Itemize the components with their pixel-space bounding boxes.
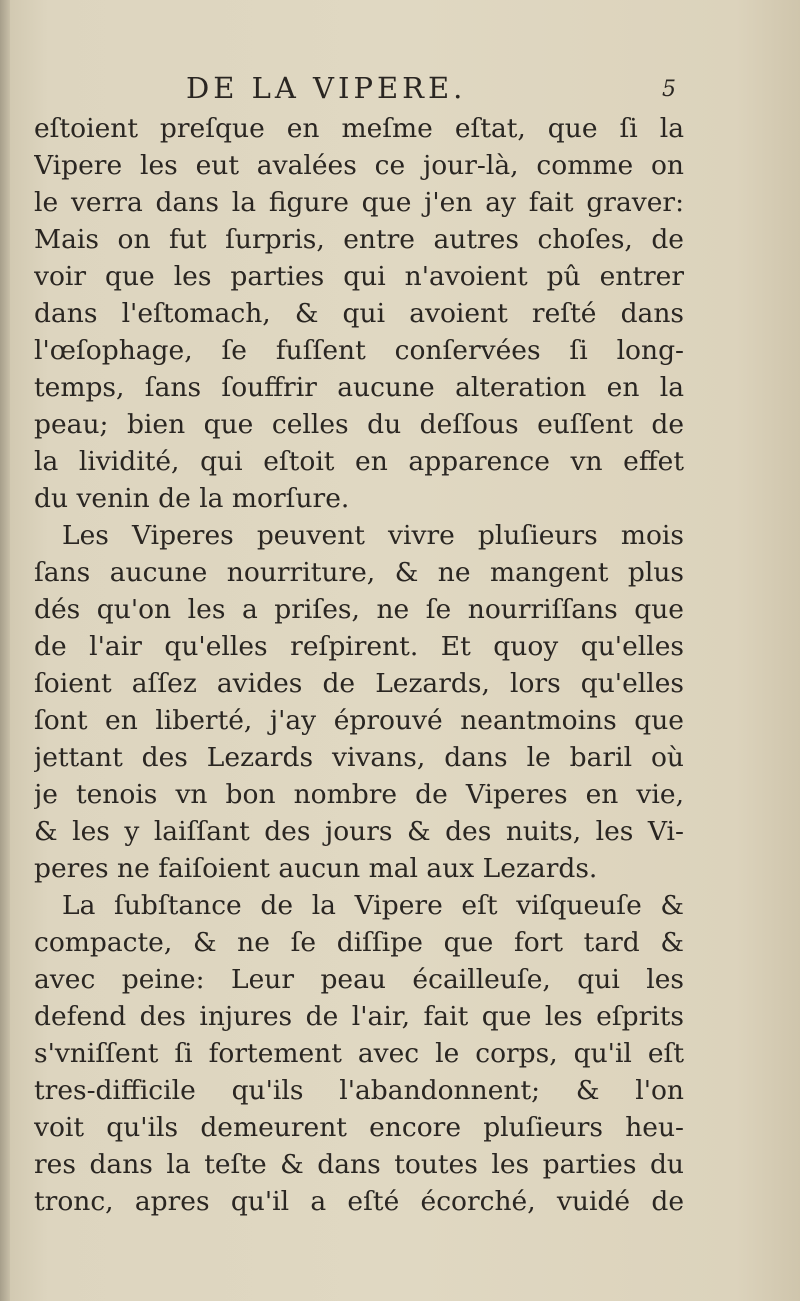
text-line: defend des injures de l'air, fait que les eſprits <box>34 1001 684 1032</box>
text-line: s'vniſſent ſi fortement avec le corps, qu'il eſt <box>34 1038 684 1069</box>
text-line: compacte, & ne ſe diſſipe que fort tard & <box>34 927 684 958</box>
text-line: dans l'eſtomach, & qui avoient reſté dans <box>34 298 684 329</box>
text-line: de l'air qu'elles reſpirent. Et quoy qu'elles <box>34 631 684 662</box>
text-line: tres-difficile qu'ils l'abandonnent; & l'on <box>34 1075 684 1106</box>
text-line: ſans aucune nourriture, & ne mangent plus <box>34 557 684 588</box>
text-line: temps, ſans ſouffrir aucune alteration en la <box>34 372 684 403</box>
text-line: la lividité, qui eſtoit en apparence vn effet <box>34 446 684 477</box>
text-line: Vipere les eut avalées ce jour-là, comme on <box>34 150 684 181</box>
text-line: du venin de la morſure. <box>34 483 350 514</box>
text-line: & les y laiſſant des jours & des nuits, les Vi- <box>34 816 684 847</box>
text-line: peau; bien que celles du deſſous euſſent de <box>34 409 684 440</box>
text-line: dés qu'on les a priſes, ne ſe nourriſſans que <box>34 594 684 625</box>
text-line: l'œſophage, ſe fuſſent conſervées ſi long- <box>34 335 684 366</box>
text-line: voit qu'ils demeurent encore pluſieurs heu- <box>34 1112 684 1143</box>
text-line: le verra dans la figure que j'en ay fait graver: <box>34 187 684 218</box>
header-title: DE LA VIPERE. <box>186 71 467 105</box>
text-line: Les Viperes peuvent vivre pluſieurs mois <box>62 520 684 551</box>
text-line: eſtoient preſque en meſme eſtat, que ſi la <box>34 113 684 144</box>
body-text <box>34 110 684 1220</box>
text-line: res dans la teſte & dans toutes les parties du <box>34 1149 684 1180</box>
text-line: avec peine: Leur peau écailleuſe, qui les <box>34 964 684 995</box>
text-line: tronc, apres qu'il a eſté écorché, vuidé de <box>34 1186 684 1217</box>
text-line: Mais on fut ſurpris, entre autres choſes, de <box>34 224 684 255</box>
text-line: ſoient aſſez avides de Lezards, lors qu'elles <box>34 668 684 699</box>
text-line: voir que les parties qui n'avoient pû entrer <box>34 261 684 292</box>
text-line: je tenois vn bon nombre de Viperes en vie, <box>34 779 684 810</box>
page-gutter <box>0 0 10 1301</box>
text-line: jettant des Lezards vivans, dans le baril où <box>34 742 684 773</box>
page-number: 5 <box>662 77 676 102</box>
running-head <box>56 70 676 106</box>
text-line: La ſubſtance de la Vipere eſt viſqueuſe & <box>62 890 684 921</box>
text-line: peres ne faiſoient aucun mal aux Lezards. <box>34 853 598 884</box>
text-line: ſont en liberté, j'ay éprouvé neantmoins que <box>34 705 684 736</box>
